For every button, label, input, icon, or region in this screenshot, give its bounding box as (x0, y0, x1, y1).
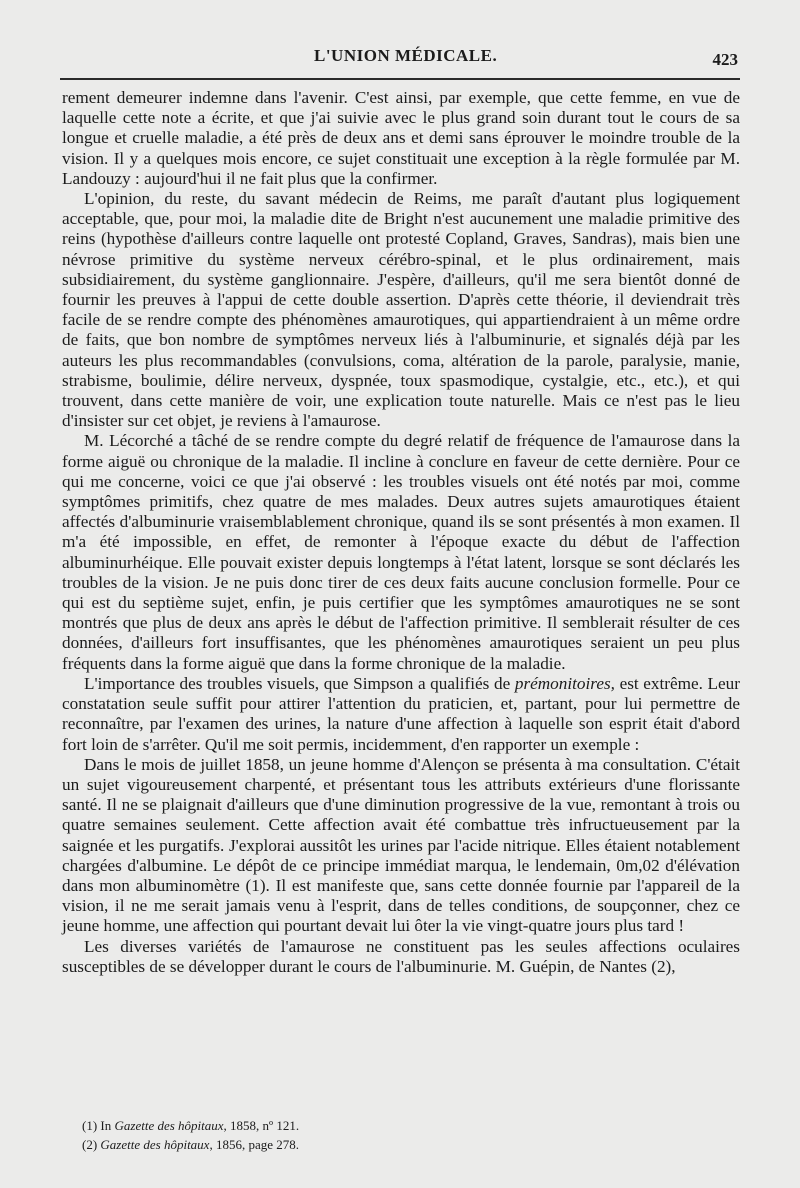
paragraph-4-lead: L'importance des troubles visuels, que Simpson a qualifiés de (84, 673, 515, 693)
paragraph-6: Les diverses variétés de l'amaurose ne constituent pas les seules affections oculaires susceptibles de se développer durant le cours de l'albuminurie. M. Guépin, de Nantes (2), (62, 936, 740, 976)
paragraph-2: L'opinion, du reste, du savant médecin de Reims, me paraît d'autant plus logiquement acceptable, que, pour moi, la maladie dite de Bright n'est aucunement une maladie primitive des reins (hypothèse d'ailleurs contre laquelle ont protesté Copland, Graves, Sandras), mais bien une névrose primitive du système nerveux cérébro-spinal, et le plus ordinairement, mais subsidiairement, du système ganglionnaire. J'espère, d'ailleurs, qu'il me sera bientôt donné de fournir les preuves à l'appui de cette double assertion. D'après cette théorie, il deviendrait très facile de se rendre compte des phénomènes amaurotiques, qui appartiendraient à un même ordre de faits, que bon nombre de symptômes nerveux liés à l'albuminurie, et signalés déjà par les auteurs les plus recommandables (convulsions, coma, altération de la parole, paralysie, manie, strabisme, boulimie, délire nerveux, dyspnée, toux spasmodique, cystalgie, etc., etc.), et qui trouvent, dans cette manière de voir, une explication toute naturelle. Mais ce n'est pas le lieu d'insister sur cet objet, je reviens à l'amaurose. (62, 189, 740, 431)
page-number: 423 (712, 50, 738, 69)
emphasis-premonitoires: prémonitoires, (514, 673, 615, 693)
footnotes (82, 1116, 722, 1154)
paragraph-5: Dans le mois de juillet 1858, un jeune homme d'Alençon se présenta à ma consultation. C'était un sujet vigoureusement charpenté, et présentant tous les attributs extérieurs d'une florissante santé. Il ne se plaignait d'ailleurs que d'une diminution progressive de la vue, remontant à trois ou quatre semaines seulement. Cette affection avait été combattue très infructueusement par la saignée et les purgatifs. J'explorai aussitôt les urines par l'acide nitrique. Elles étaient notablement chargées d'albumine. Le dépôt de ce principe immédiat marqua, le lendemain, 0m,02 d'élévation dans mon albuminomètre (1). Il est manifeste que, sans cette donnée fournie par l'appareil de la vision, il ne me serait jamais venu à l'esprit, dans de telles conditions, de soupçonner, chez ce jeune homme, une affection qui pourtant devait lui ôter la vie vingt-quatre jours plus tard ! (62, 754, 740, 936)
footnote-2 (82, 1135, 722, 1154)
footnote-1-source: Gazette des hôpitaux (114, 1118, 224, 1133)
paragraph-4-rest: est extrême. Leur constatation seule suffit pour attirer l'attention du praticien, et, partant, pour lui permettre de reconnaître, par l'examen des urines, la nature d'une affection à laquelle son esprit était d'abord fort loin de s'arrêter. Qu'il me soit permis, incidemment, d'en rapporter un exemple : (62, 673, 740, 754)
footnote-2-detail: , 1856, page 278. (209, 1137, 300, 1152)
footnote-2-mark: (2) (82, 1137, 101, 1152)
page-header (62, 46, 738, 76)
body-text (62, 88, 740, 977)
running-title: L'UNION MÉDICALE. (314, 46, 498, 65)
paragraph-3: M. Lécorché a tâché de se rendre compte du degré relatif de fréquence de l'amaurose dans la forme aiguë ou chronique de la maladie. Il incline à conclure en faveur de cette dernière. Pour ce qui me concerne, voici ce que j'ai observé : les troubles visuels ont été notés par moi, comme symptômes primitifs, chez quatre de mes malades. Deux autres sujets amaurotiques étaient affectés d'albuminurie vraisemblablement chronique, quand ils se sont présentés à mon examen. Il m'a été impossible, en effet, de remonter à l'époque exacte du début de l'affection albuminurhéique. Elle pouvait exister depuis longtemps à l'état latent, lorsque se sont déclarés les troubles de la vision. Je ne puis donc tirer de ces deux faits aucune conclusion formelle. Pour ce qui est du septième sujet, enfin, je puis certifier que les symptômes amaurotiques ne se sont montrés que plus de deux ans après le début de l'affection primitive. Il semblerait résulter de ces données, d'ailleurs fort insuffisantes, que les phénomènes amaurotiques seraient un peu plus fréquents dans la forme aiguë que dans la forme chronique de la maladie. (62, 431, 740, 673)
paragraph-1: rement demeurer indemne dans l'avenir. C'est ainsi, par exemple, que cette femme, en vue de laquelle cette note a écrite, et que j'ai suivie avec le plus grand soin durant tout le cours de sa longue et cruelle maladie, a été près de deux ans et demi sans éprouver le moindre trouble de la vision. Il y a quelques mois encore, ce sujet constituait une exception à la règle formulée par M. Landouzy : aujourd'hui il ne fait plus que la confirmer. (62, 88, 740, 188)
footnote-2-source: Gazette des hôpitaux (100, 1137, 210, 1152)
footnote-1-mark: (1) In (82, 1118, 115, 1133)
header-rule (60, 78, 740, 80)
footnote-1 (82, 1116, 722, 1135)
paragraph-4 (62, 674, 740, 755)
footnote-1-detail: , 1858, nº 121. (223, 1118, 300, 1133)
